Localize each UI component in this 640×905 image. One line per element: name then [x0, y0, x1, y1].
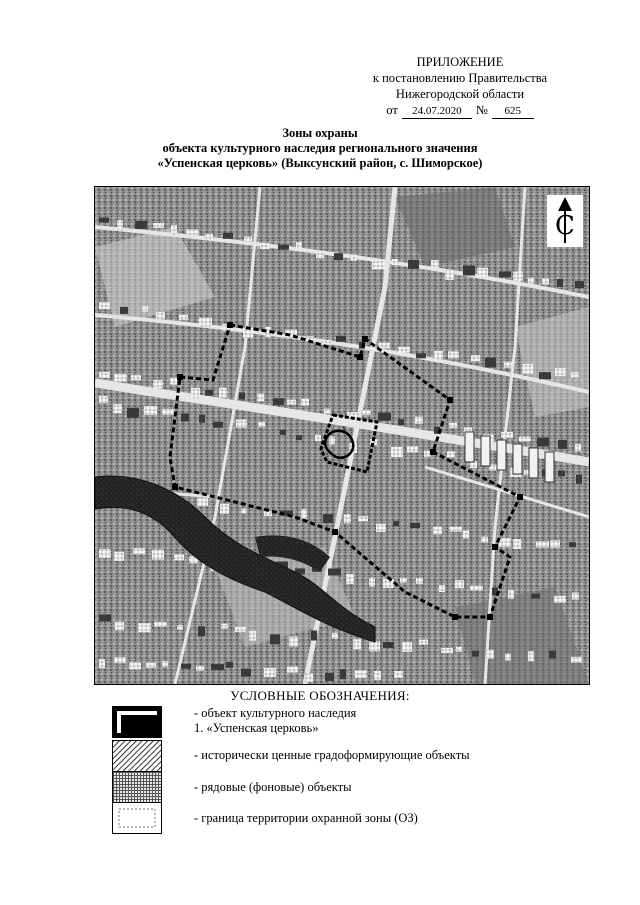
house	[287, 667, 298, 673]
house	[571, 657, 582, 663]
house	[513, 539, 521, 549]
house	[554, 596, 566, 603]
legend-text-heritage: - объект культурного наследия 1. «Успенская церковь»	[194, 706, 357, 735]
house	[505, 654, 511, 661]
house	[361, 410, 371, 415]
house	[358, 516, 368, 521]
house	[394, 671, 403, 678]
house	[186, 229, 199, 235]
house	[174, 554, 184, 560]
house	[117, 220, 123, 230]
house	[305, 673, 313, 682]
legend-title: УСЛОВНЫЕ ОБОЗНАЧЕНИЯ:	[230, 688, 410, 703]
house	[499, 538, 511, 547]
house	[191, 388, 200, 398]
north-arrow	[547, 195, 583, 247]
house	[463, 531, 469, 539]
house	[434, 351, 443, 359]
house	[550, 540, 560, 547]
house	[416, 578, 423, 584]
house	[470, 586, 483, 591]
house	[135, 221, 147, 229]
house	[115, 622, 124, 631]
house	[528, 651, 534, 661]
house	[273, 398, 284, 405]
house	[316, 252, 324, 259]
house	[463, 266, 475, 276]
house	[170, 378, 177, 385]
house	[236, 420, 247, 428]
house	[539, 372, 551, 379]
decree-line-2: Нижегородской области	[395, 87, 525, 101]
house	[257, 393, 264, 401]
house	[558, 440, 567, 449]
house	[486, 650, 494, 659]
house	[383, 642, 394, 648]
house	[270, 634, 280, 644]
house	[133, 548, 145, 554]
house	[324, 409, 331, 414]
house	[114, 657, 126, 663]
house	[431, 260, 439, 268]
house	[171, 225, 177, 235]
legend-text-boundary: - граница территории охранной зоны (ОЗ)	[194, 811, 418, 825]
decree-date: 24.07.2020	[402, 105, 472, 119]
house	[448, 351, 459, 358]
house	[355, 670, 367, 678]
house	[441, 648, 453, 653]
legend-subtext-church: 1. «Успенская церковь»	[194, 721, 319, 735]
house	[196, 666, 204, 671]
house	[296, 242, 302, 249]
house	[287, 400, 296, 405]
house	[549, 651, 556, 659]
house	[528, 278, 534, 284]
house	[536, 541, 549, 547]
house	[456, 647, 462, 652]
grid-pattern-icon	[112, 771, 162, 803]
house	[244, 237, 252, 242]
decree-header	[340, 54, 580, 119]
house	[325, 673, 334, 681]
house	[241, 508, 247, 513]
house	[219, 388, 227, 398]
house	[99, 396, 108, 403]
house	[198, 626, 205, 636]
house	[280, 430, 286, 435]
house	[152, 550, 164, 560]
house	[383, 579, 394, 588]
house	[296, 435, 302, 440]
house	[221, 624, 228, 629]
house	[471, 355, 480, 361]
house	[571, 372, 579, 377]
house	[289, 637, 298, 647]
house	[575, 281, 584, 288]
house	[408, 260, 419, 269]
house	[220, 504, 229, 514]
house	[407, 446, 418, 452]
house	[508, 590, 514, 599]
house	[113, 404, 122, 413]
house	[569, 542, 576, 547]
house	[393, 521, 399, 526]
apartment-block	[465, 432, 474, 462]
house	[127, 408, 139, 418]
house	[415, 417, 423, 424]
house	[199, 415, 205, 423]
decree-date-number	[340, 102, 580, 119]
house	[369, 578, 375, 587]
house	[513, 272, 523, 281]
house	[374, 671, 381, 680]
house	[181, 664, 191, 669]
house	[278, 245, 289, 250]
house	[576, 475, 582, 484]
house	[519, 437, 531, 442]
house	[398, 347, 410, 353]
house	[211, 664, 224, 670]
site-label: 1	[341, 426, 347, 436]
house	[449, 423, 457, 428]
house	[315, 435, 321, 441]
house	[558, 470, 565, 476]
house	[205, 390, 213, 396]
house	[144, 406, 157, 415]
house	[575, 444, 581, 451]
house	[350, 255, 357, 261]
date-prefix: от	[386, 103, 398, 117]
house	[433, 526, 442, 534]
house	[424, 451, 431, 457]
house	[334, 253, 343, 260]
house	[445, 270, 454, 280]
house	[99, 218, 109, 223]
house	[477, 268, 488, 277]
number-sign: №	[475, 103, 488, 117]
house	[557, 279, 563, 287]
house	[391, 447, 403, 457]
house	[235, 627, 246, 632]
house	[332, 633, 338, 639]
house	[455, 580, 464, 588]
house	[321, 340, 332, 345]
house	[114, 552, 124, 561]
house	[372, 260, 385, 270]
house	[142, 306, 148, 312]
house	[572, 593, 579, 600]
house	[205, 234, 213, 240]
house	[99, 372, 110, 378]
apartment-block	[529, 448, 538, 478]
house	[472, 651, 479, 657]
dashed-boundary-icon	[112, 802, 162, 834]
title-line-2: объекта культурного наследия регионального значения	[162, 141, 478, 155]
apartment-block	[481, 436, 490, 466]
house	[249, 631, 256, 641]
house	[416, 353, 426, 358]
house	[153, 380, 163, 388]
house	[392, 259, 398, 265]
house	[199, 318, 212, 327]
house	[402, 642, 412, 652]
house	[264, 511, 272, 516]
hatched-pattern-icon	[112, 740, 162, 772]
decree-number: 625	[492, 105, 534, 119]
house	[439, 585, 445, 592]
house	[410, 523, 420, 528]
title-line-3: «Успенская церковь» (Выксунский район, с. Шиморское)	[157, 156, 483, 170]
house	[398, 419, 404, 425]
house	[239, 392, 245, 399]
house	[522, 364, 533, 374]
house	[129, 663, 141, 670]
house	[264, 668, 276, 677]
house	[376, 524, 386, 532]
house	[499, 271, 511, 277]
house	[120, 307, 128, 314]
house	[504, 362, 512, 368]
house	[344, 514, 351, 523]
house	[542, 278, 549, 284]
house	[197, 498, 208, 506]
house	[181, 414, 189, 422]
house	[336, 336, 346, 342]
house	[301, 399, 309, 406]
house	[223, 233, 233, 239]
house	[99, 659, 105, 668]
house	[99, 302, 110, 309]
apartment-block	[497, 440, 506, 470]
house	[213, 422, 223, 428]
house	[154, 622, 167, 627]
decree-line-1: к постановлению Правительства	[372, 71, 548, 85]
house	[369, 641, 380, 651]
house	[329, 436, 335, 444]
apartment-block	[545, 452, 554, 482]
house	[346, 574, 354, 584]
title-line-1: Зоны охраны	[282, 126, 358, 140]
house	[177, 625, 183, 630]
house	[555, 368, 566, 376]
legend-item-boundary	[112, 802, 572, 842]
house	[226, 662, 233, 668]
house	[400, 578, 407, 583]
house	[537, 438, 549, 447]
house	[260, 243, 269, 249]
house	[99, 614, 111, 621]
legend-text-historic: - исторически ценные градоформирующие объекты	[194, 748, 470, 762]
legend-text-ordinary: - рядовые (фоновые) объекты	[194, 780, 352, 794]
house	[311, 631, 317, 641]
house	[114, 374, 127, 382]
house	[323, 514, 333, 523]
house	[485, 358, 496, 368]
house	[481, 537, 488, 543]
map-canvas	[95, 187, 589, 684]
house	[146, 663, 156, 668]
house	[531, 594, 540, 599]
house	[99, 549, 111, 558]
house	[138, 623, 151, 632]
house	[328, 569, 341, 576]
house	[258, 422, 265, 427]
house	[353, 639, 361, 649]
house	[153, 223, 164, 228]
house	[162, 661, 168, 667]
house	[419, 640, 428, 645]
house	[156, 312, 165, 319]
house	[449, 527, 462, 532]
house	[501, 432, 513, 438]
house	[162, 409, 174, 415]
house	[131, 375, 141, 380]
house	[301, 509, 307, 519]
house	[378, 413, 391, 421]
house	[379, 343, 390, 349]
house	[340, 669, 346, 679]
house	[241, 669, 251, 677]
north-symbol: С	[555, 211, 575, 241]
heritage-object-icon	[112, 706, 162, 738]
house	[179, 315, 188, 320]
aerial-map	[94, 186, 590, 685]
document-title	[0, 126, 640, 171]
apartment-block	[513, 444, 522, 474]
appendix-label: ПРИЛОЖЕНИЕ	[416, 55, 504, 69]
house	[447, 451, 455, 457]
